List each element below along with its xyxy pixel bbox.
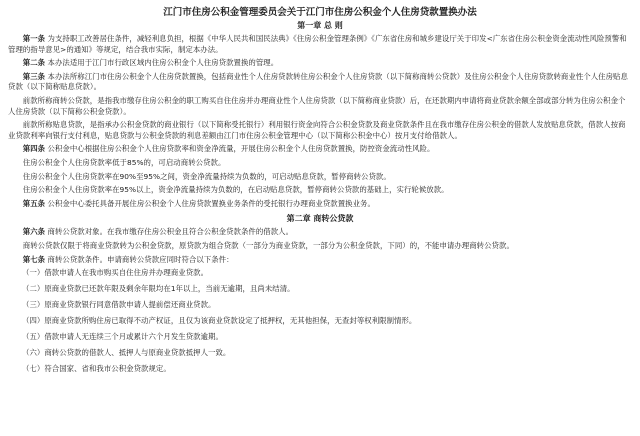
list-item: （七）符合国家、省和我市公积金贷款规定。 [22,364,171,374]
document-title: 江门市住房公积金管理委员会关于江门市住房公积金个人住房贷款置换办法 [163,7,477,18]
article-7 [8,255,632,266]
article-3 [8,72,632,93]
article-text: 公积金中心委托具备开展住房公积金个人住房贷款置换业务条件的受托银行办理商业贷款置换业务。 [45,198,375,208]
list-item: （三）原商业贷款银行同意借款申请人提前偿还商业贷款。 [22,300,216,310]
list-item: （四）原商业贷款所购住房已取得不动产权证，且仅为该商业贷款设定了抵押权，无其他担保，无查封等权利限制情形。 [22,316,417,326]
paragraph: 前款所称贴息贷款，是指承办公积金贷款的商业银行（以下简称受托银行）利用银行资金向符合公积金贷款及商业贷款条件且在我市缴存住房公积金的借款人发放贴息贷款，借款人按商业贷款利率向银行支付利息，贴息贷款与公积金贷款的利息差额由江门市住房公积金管理中心（以下简称公积金中心）按月支付给借款人。 [8,120,626,140]
article-label: 第五条 [22,198,46,208]
article-4 [8,144,632,155]
paragraph: 住房公积金个人住房贷款率在95%以上，资金净流量持续为负数的，在启动贴息贷款，暂停商转公贷款的基础上，实行轮候放款。 [22,185,449,195]
article-label: 第七条 [22,254,46,264]
paragraph: 住房公积金个人住房贷款率在90%至95%之间，资金净流量持续为负数的，可启动贴息贷款，暂停商转公贷款。 [22,171,391,181]
article-label: 第六条 [22,227,46,237]
article-label: 第三条 [22,71,46,81]
article-text: 本办法适用于江门市行政区域内住房公积金个人住房贷款置换的管理。 [45,58,279,68]
paragraph: 商转公贷款仅限于将商业贷款转为公积金贷款，原贷款为组合贷款（一部分为商业贷款，一部分为公积金贷款，下同）的，不能申请办理商转公贷款。 [22,240,514,250]
article-label: 第一条 [22,34,46,43]
paragraph: 住房公积金个人住房贷款率低于85%的，可启动商转公贷款。 [22,157,226,167]
paragraph: 前款所称商转公贷款，是指我市缴存住房公积金的职工购买自住住房并办理商业性个人住房贷款（以下简称商业贷款）后，在还款期内申请将商业贷款余额全部或部分转为住房公积金个人住房贷款（以下简称公积金贷款）。 [8,95,626,116]
article-2 [8,58,632,69]
list-item: （一）借款申请人在我市购买自住住房并办理商业贷款。 [22,268,209,278]
list-item: （二）原商业贷款已还款年限及剩余年限均在1年以上，当前无逾期，且尚未结清。 [22,284,295,294]
article-text: 商转公贷款对象。在我市缴存住房公积金且符合公积金贷款条件的借款人。 [45,227,294,237]
article-text: 公积金中心根据住房公积金个人住房贷款率和资金净流量，开展住房公积金个人住房贷款置换，防控资金流动性风险。 [45,144,435,154]
article-text: 本办法所称江门市住房公积金个人住房贷款置换，包括商业性个人住房贷款转住房公积金个人住房贷款（以下简称商转公贷款）及住房公积金个人住房贷款转商业性个人住房贴息贷款（以下简称贴息贷款）。 [8,71,628,92]
article-text: 为支持职工改善居住条件，减轻利息负担，根据《中华人民共和国民法典》《住房公积金管理条例》《广东省住房和城乡建设厅关于印发<广东省住房公积金资金流动性风险预警和管理的指导意见>的通知》等规定，结合我市实际，制定本办法。 [8,34,627,54]
article-5 [8,199,632,210]
article-text: 商转公贷款条件。申请商转公贷款应同时符合以下条件： [45,254,234,264]
list-item: （六）商转公贷款的借款人、抵押人与原商业贷款抵押人一致。 [22,348,231,358]
article-label: 第二条 [22,58,46,68]
article-6 [8,227,632,238]
article-1 [8,34,632,55]
chapter-heading: 第二章 商转公贷款 [286,214,354,224]
article-label: 第四条 [22,144,46,154]
chapter-heading: 第一章 总 则 [297,21,343,30]
list-item: （五）借款申请人无连续三个月或累计六个月发生贷款逾期。 [22,332,223,342]
